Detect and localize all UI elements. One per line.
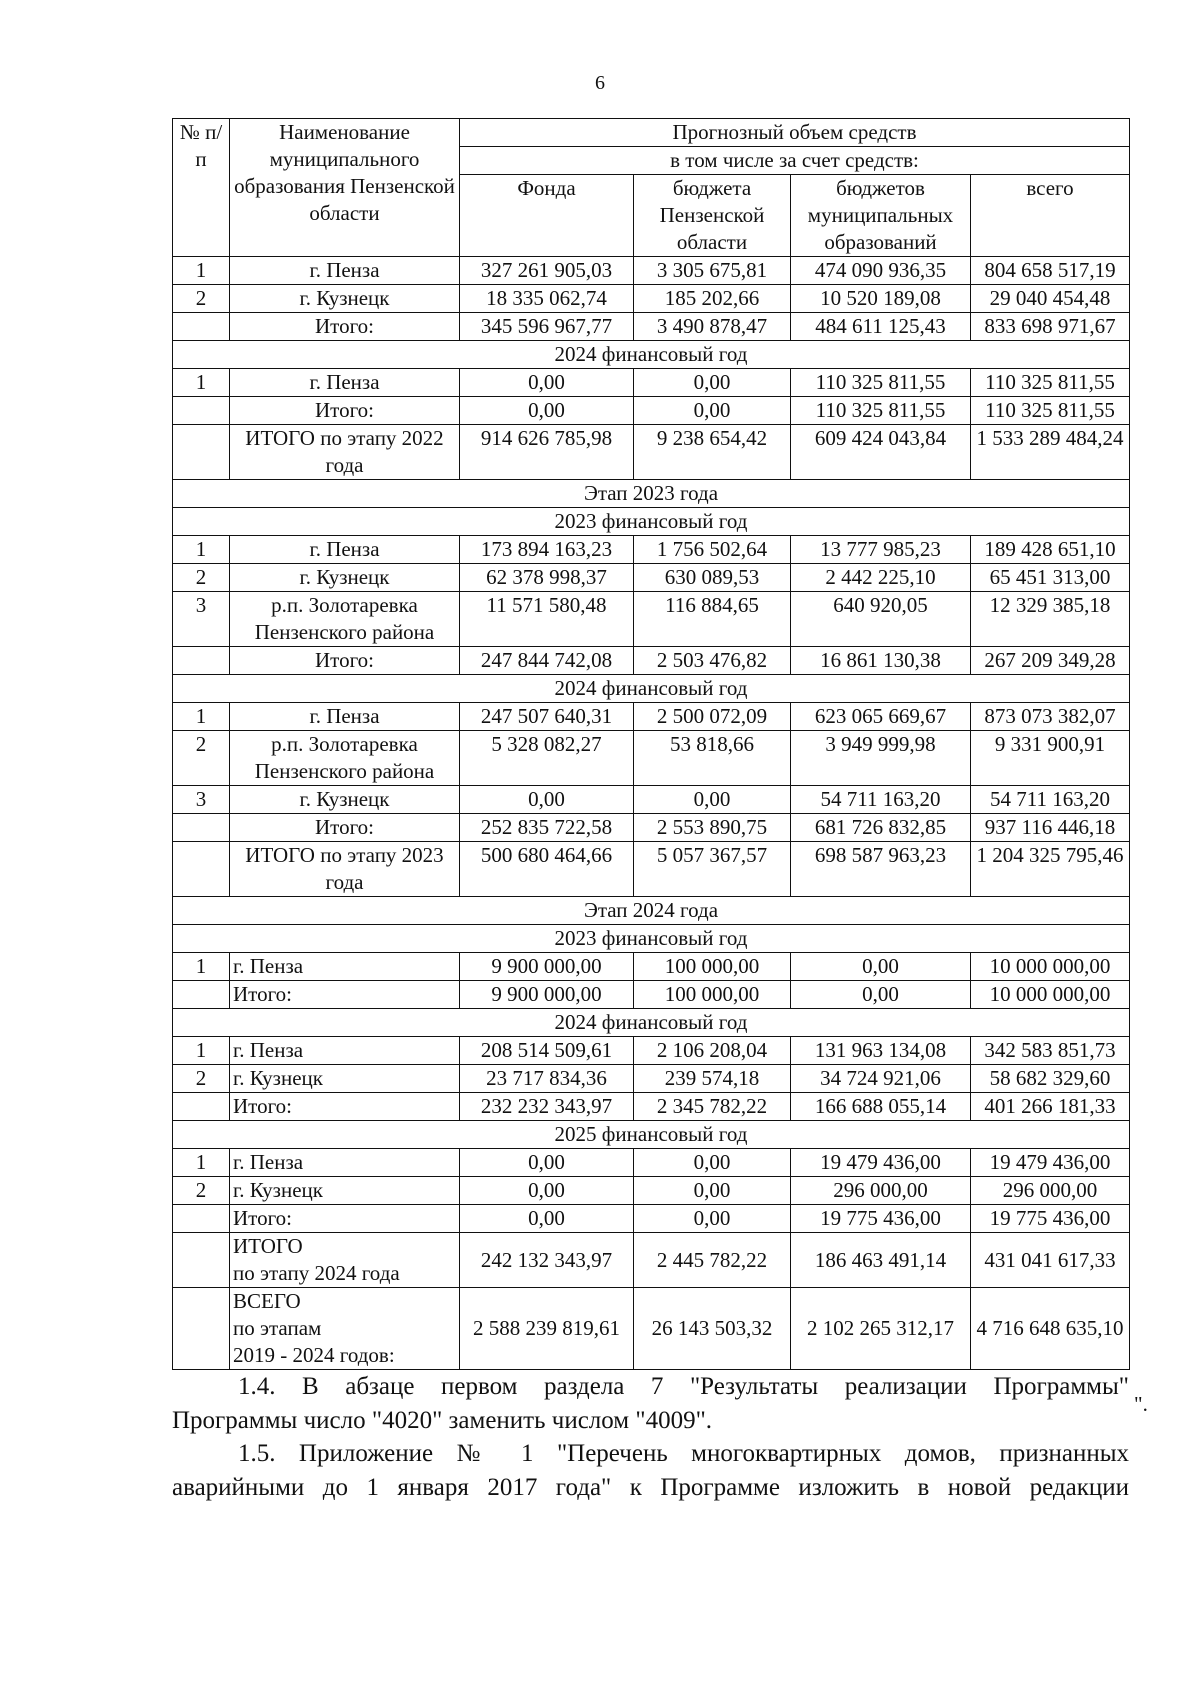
fund-amount: 252 835 722,58 [460, 814, 634, 842]
section-heading-row [173, 925, 1130, 953]
total-amount: 1 204 325 795,46 [971, 842, 1130, 897]
municipality-name: г. Кузнецк [230, 786, 460, 814]
municipal-budget-amount: 296 000,00 [791, 1177, 971, 1205]
section-heading-row [173, 1121, 1130, 1149]
fund-amount: 247 844 742,08 [460, 647, 634, 675]
name-line: по этапам [233, 1316, 322, 1340]
row-number [173, 397, 230, 425]
total-amount: 431 041 617,33 [971, 1233, 1130, 1288]
table-row [173, 592, 1130, 647]
section-heading-row [173, 480, 1130, 508]
table-row [173, 981, 1130, 1009]
municipality-name: Итого: [230, 313, 460, 341]
row-number: 2 [173, 564, 230, 592]
table-row [173, 564, 1130, 592]
section-heading: Этап 2024 года [173, 897, 1130, 925]
municipality-name: р.п. Золотаревка Пензенского района [230, 592, 460, 647]
name-line: ВСЕГО [233, 1289, 301, 1313]
regional-budget-amount: 1 756 502,64 [634, 536, 791, 564]
name-line: по этапу 2024 года [233, 1261, 400, 1285]
regional-budget-amount: 0,00 [634, 1149, 791, 1177]
municipal-budget-amount: 609 424 043,84 [791, 425, 971, 480]
total-amount: 296 000,00 [971, 1177, 1130, 1205]
municipality-name [230, 1233, 460, 1288]
total-amount: 1 533 289 484,24 [971, 425, 1130, 480]
row-number [173, 647, 230, 675]
header-name: Наименование муниципального образования Пензенской области [230, 119, 460, 257]
total-amount: 29 040 454,48 [971, 285, 1130, 313]
section-heading-row [173, 1009, 1130, 1037]
fund-amount: 0,00 [460, 369, 634, 397]
row-number [173, 842, 230, 897]
regional-budget-amount: 2 553 890,75 [634, 814, 791, 842]
row-number [173, 425, 230, 480]
municipal-budget-amount: 19 479 436,00 [791, 1149, 971, 1177]
municipal-budget-amount: 0,00 [791, 981, 971, 1009]
regional-budget-amount: 0,00 [634, 1177, 791, 1205]
fund-amount: 5 328 082,27 [460, 731, 634, 786]
regional-budget-amount: 0,00 [634, 1205, 791, 1233]
fund-amount: 0,00 [460, 1177, 634, 1205]
table-row [173, 953, 1130, 981]
municipality-name: Итого: [230, 647, 460, 675]
regional-budget-amount: 2 345 782,22 [634, 1093, 791, 1121]
municipal-budget-amount: 110 325 811,55 [791, 369, 971, 397]
regional-budget-amount: 2 445 782,22 [634, 1233, 791, 1288]
municipal-budget-amount: 13 777 985,23 [791, 536, 971, 564]
section-heading-row [173, 508, 1130, 536]
fund-amount: 242 132 343,97 [460, 1233, 634, 1288]
municipality-name: Итого: [230, 1093, 460, 1121]
header-forecast: Прогнозный объем средств [460, 119, 1130, 147]
regional-budget-amount: 2 106 208,04 [634, 1037, 791, 1065]
row-number: 2 [173, 731, 230, 786]
municipal-budget-amount: 640 920,05 [791, 592, 971, 647]
regional-budget-amount: 239 574,18 [634, 1065, 791, 1093]
regional-budget-amount: 9 238 654,42 [634, 425, 791, 480]
regional-budget-amount: 2 503 476,82 [634, 647, 791, 675]
regional-budget-amount: 185 202,66 [634, 285, 791, 313]
regional-budget-amount: 0,00 [634, 786, 791, 814]
municipal-budget-amount: 484 611 125,43 [791, 313, 971, 341]
regional-budget-amount: 116 884,65 [634, 592, 791, 647]
municipality-name: Итого: [230, 981, 460, 1009]
municipality-name: Итого: [230, 814, 460, 842]
municipality-name: Итого: [230, 397, 460, 425]
table-row [173, 1037, 1130, 1065]
municipality-name: г. Кузнецк [230, 285, 460, 313]
table-row [173, 842, 1130, 897]
municipal-budget-amount: 166 688 055,14 [791, 1093, 971, 1121]
municipal-budget-amount: 16 861 130,38 [791, 647, 971, 675]
table-row [173, 313, 1130, 341]
paragraph-line: Программы число "4020" заменить числом "4009". [172, 1407, 713, 1434]
regional-budget-amount: 3 490 878,47 [634, 313, 791, 341]
row-number: 1 [173, 703, 230, 731]
section-heading: 2024 финансовый год [173, 675, 1130, 703]
row-number: 1 [173, 257, 230, 285]
table-row [173, 285, 1130, 313]
municipal-budget-amount: 3 949 999,98 [791, 731, 971, 786]
municipal-budget-amount: 681 726 832,85 [791, 814, 971, 842]
total-amount: 4 716 648 635,10 [971, 1288, 1130, 1370]
fund-amount: 208 514 509,61 [460, 1037, 634, 1065]
municipality-name: г. Кузнецк [230, 1065, 460, 1093]
municipal-budget-amount: 623 065 669,67 [791, 703, 971, 731]
municipal-budget-amount: 2 442 225,10 [791, 564, 971, 592]
table-row [173, 703, 1130, 731]
row-number: 2 [173, 1177, 230, 1205]
total-amount: 833 698 971,67 [971, 313, 1130, 341]
municipality-name: г. Кузнецк [230, 1177, 460, 1205]
municipality-name: г. Пенза [230, 1149, 460, 1177]
regional-budget-amount: 630 089,53 [634, 564, 791, 592]
row-number: 1 [173, 369, 230, 397]
total-amount: 189 428 651,10 [971, 536, 1130, 564]
section-heading: 2024 финансовый год [173, 341, 1130, 369]
fund-amount: 9 900 000,00 [460, 953, 634, 981]
table-row [173, 731, 1130, 786]
total-amount: 19 479 436,00 [971, 1149, 1130, 1177]
fund-amount: 0,00 [460, 1149, 634, 1177]
fund-amount: 9 900 000,00 [460, 981, 634, 1009]
total-amount: 804 658 517,19 [971, 257, 1130, 285]
municipal-budget-amount: 0,00 [791, 953, 971, 981]
municipal-budget-amount: 19 775 436,00 [791, 1205, 971, 1233]
table-row [173, 397, 1130, 425]
section-heading-row [173, 897, 1130, 925]
municipality-name: г. Пенза [230, 1037, 460, 1065]
municipality-name: Итого: [230, 1205, 460, 1233]
municipal-budget-amount: 186 463 491,14 [791, 1233, 971, 1288]
fund-amount: 500 680 464,66 [460, 842, 634, 897]
regional-budget-amount: 0,00 [634, 369, 791, 397]
total-amount: 937 116 446,18 [971, 814, 1130, 842]
regional-budget-amount: 0,00 [634, 397, 791, 425]
table-row [173, 1288, 1130, 1370]
regional-budget-amount: 100 000,00 [634, 981, 791, 1009]
row-number: 2 [173, 1065, 230, 1093]
row-number [173, 981, 230, 1009]
table-row [173, 536, 1130, 564]
total-amount: 9 331 900,91 [971, 731, 1130, 786]
section-heading: 2023 финансовый год [173, 508, 1130, 536]
row-number [173, 1288, 230, 1370]
section-heading-row [173, 341, 1130, 369]
row-number: 3 [173, 592, 230, 647]
header-including: в том числе за счет средств: [460, 147, 1130, 175]
section-heading-row [173, 675, 1130, 703]
fund-amount: 2 588 239 819,61 [460, 1288, 634, 1370]
total-amount: 65 451 313,00 [971, 564, 1130, 592]
municipal-budget-amount: 34 724 921,06 [791, 1065, 971, 1093]
municipality-name: р.п. Золотаревка Пензенского района [230, 731, 460, 786]
paragraph-line: аварийными до 1 января 2017 года" к Программе изложить в новой редакции [172, 1474, 1129, 1501]
table-row [173, 1149, 1130, 1177]
total-amount: 58 682 329,60 [971, 1065, 1130, 1093]
municipality-name: г. Кузнецк [230, 564, 460, 592]
row-number [173, 1205, 230, 1233]
section-heading: 2025 финансовый год [173, 1121, 1130, 1149]
table-header-row [173, 119, 1130, 147]
paragraph-1-5 [172, 1437, 1129, 1505]
total-amount: 401 266 181,33 [971, 1093, 1130, 1121]
closing-quote-mark: ". [1134, 1392, 1148, 1416]
row-number: 1 [173, 1149, 230, 1177]
municipality-name: ИТОГО по этапу 2023 года [230, 842, 460, 897]
municipal-budget-amount: 54 711 163,20 [791, 786, 971, 814]
municipal-budget-amount: 131 963 134,08 [791, 1037, 971, 1065]
table-row [173, 786, 1130, 814]
total-amount: 10 000 000,00 [971, 953, 1130, 981]
total-amount: 110 325 811,55 [971, 397, 1130, 425]
fund-amount: 914 626 785,98 [460, 425, 634, 480]
table-row [173, 425, 1130, 480]
row-number [173, 1233, 230, 1288]
fund-amount: 173 894 163,23 [460, 536, 634, 564]
fund-amount: 18 335 062,74 [460, 285, 634, 313]
row-number: 1 [173, 953, 230, 981]
regional-budget-amount: 26 143 503,32 [634, 1288, 791, 1370]
municipal-budget-amount: 10 520 189,08 [791, 285, 971, 313]
municipal-budget-amount: 698 587 963,23 [791, 842, 971, 897]
municipal-budget-amount: 2 102 265 312,17 [791, 1288, 971, 1370]
row-number [173, 1093, 230, 1121]
table-row [173, 1233, 1130, 1288]
row-number: 3 [173, 786, 230, 814]
table-row [173, 1065, 1130, 1093]
table-row [173, 647, 1130, 675]
total-amount: 54 711 163,20 [971, 786, 1130, 814]
regional-budget-amount: 2 500 072,09 [634, 703, 791, 731]
row-number: 1 [173, 536, 230, 564]
fund-amount: 0,00 [460, 397, 634, 425]
municipal-budget-amount: 474 090 936,35 [791, 257, 971, 285]
municipal-budget-amount: 110 325 811,55 [791, 397, 971, 425]
municipality-name: г. Пенза [230, 703, 460, 731]
table-row [173, 814, 1130, 842]
total-amount: 110 325 811,55 [971, 369, 1130, 397]
paragraph-line: 1.5. Приложение № 1 "Перечень многоквартирных домов, признанных [238, 1440, 1129, 1467]
row-number [173, 814, 230, 842]
regional-budget-amount: 53 818,66 [634, 731, 791, 786]
name-line: ИТОГО [233, 1234, 303, 1258]
table-row [173, 1093, 1130, 1121]
total-amount: 267 209 349,28 [971, 647, 1130, 675]
municipality-name: г. Пенза [230, 953, 460, 981]
paragraph-line: 1.4. В абзаце первом раздела 7 "Результаты реализации Программы" [238, 1373, 1129, 1400]
municipality-name: г. Пенза [230, 369, 460, 397]
row-number: 2 [173, 285, 230, 313]
header-fund: Фонда [460, 175, 634, 257]
fund-amount: 0,00 [460, 1205, 634, 1233]
paragraph-1-4 [172, 1370, 1129, 1438]
municipality-name: г. Пенза [230, 536, 460, 564]
page-number: 6 [595, 72, 605, 94]
row-number [173, 313, 230, 341]
fund-amount: 23 717 834,36 [460, 1065, 634, 1093]
fund-amount: 62 378 998,37 [460, 564, 634, 592]
total-amount: 342 583 851,73 [971, 1037, 1130, 1065]
fund-amount: 11 571 580,48 [460, 592, 634, 647]
municipality-name: ИТОГО по этапу 2022 года [230, 425, 460, 480]
header-num: № п/п [173, 119, 230, 257]
header-municipal-budgets: бюджетов муниципальных образований [791, 175, 971, 257]
regional-budget-amount: 5 057 367,57 [634, 842, 791, 897]
header-total: всего [971, 175, 1130, 257]
fund-amount: 0,00 [460, 786, 634, 814]
fund-amount: 247 507 640,31 [460, 703, 634, 731]
fund-amount: 232 232 343,97 [460, 1093, 634, 1121]
table-row [173, 257, 1130, 285]
section-heading: Этап 2023 года [173, 480, 1130, 508]
name-line: 2019 - 2024 годов: [233, 1343, 395, 1367]
municipality-name: г. Пенза [230, 257, 460, 285]
table-row [173, 369, 1130, 397]
table-row [173, 1205, 1130, 1233]
regional-budget-amount: 100 000,00 [634, 953, 791, 981]
table-body [173, 257, 1130, 1370]
header-regional-budget: бюджета Пензенской области [634, 175, 791, 257]
total-amount: 12 329 385,18 [971, 592, 1130, 647]
fund-amount: 345 596 967,77 [460, 313, 634, 341]
municipality-name [230, 1288, 460, 1370]
section-heading: 2023 финансовый год [173, 925, 1130, 953]
financing-table [172, 118, 1130, 1370]
regional-budget-amount: 3 305 675,81 [634, 257, 791, 285]
total-amount: 10 000 000,00 [971, 981, 1130, 1009]
total-amount: 19 775 436,00 [971, 1205, 1130, 1233]
fund-amount: 327 261 905,03 [460, 257, 634, 285]
section-heading: 2024 финансовый год [173, 1009, 1130, 1037]
total-amount: 873 073 382,07 [971, 703, 1130, 731]
table-row [173, 1177, 1130, 1205]
row-number: 1 [173, 1037, 230, 1065]
